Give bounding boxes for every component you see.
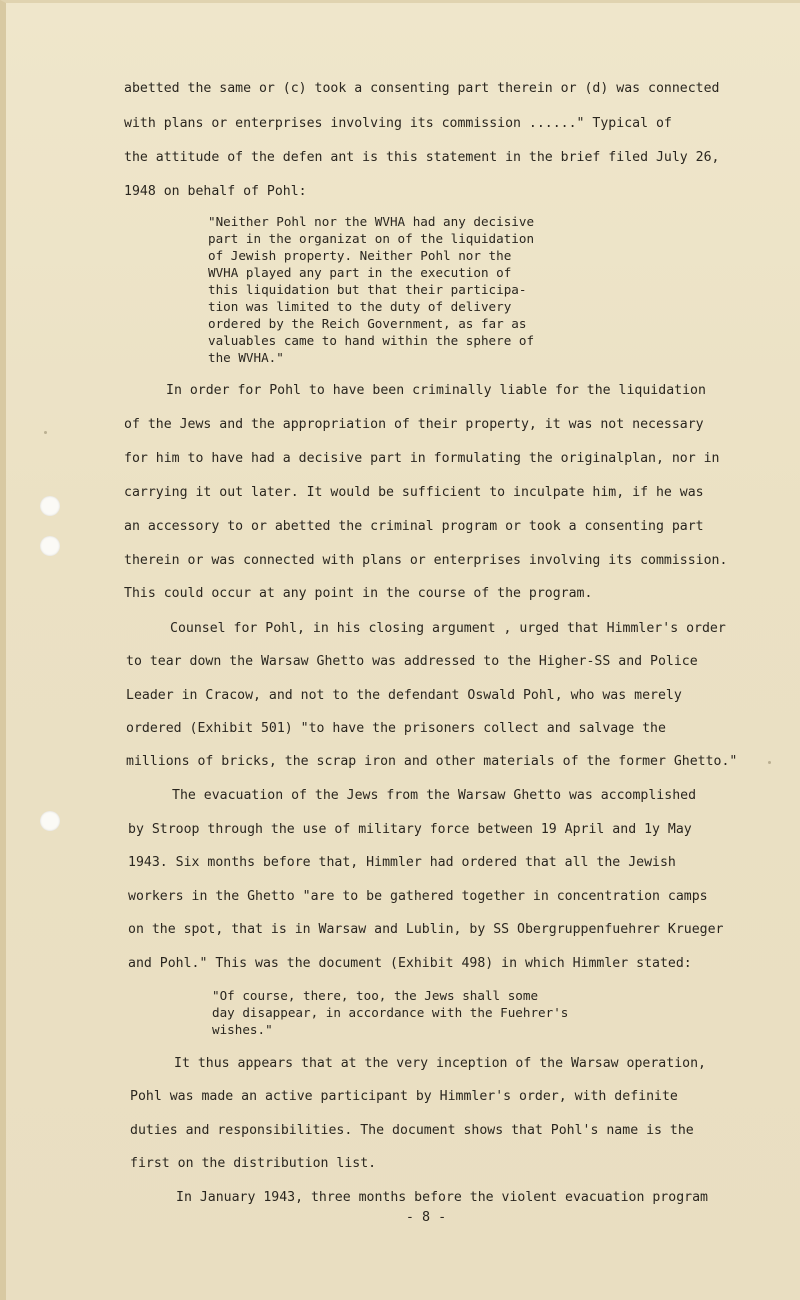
quote-line: this liquidation but that their participa- <box>208 282 527 297</box>
quote-line: part in the organizat on of the liquidation <box>208 231 535 246</box>
text-line: to tear down the Warsaw Ghetto was addressed to the Higher-SS and Police <box>126 654 698 669</box>
quote-line: "Of course, there, too, the Jews shall some <box>212 988 539 1003</box>
text-line: ordered (Exhibit 501) "to have the prisoners collect and salvage the <box>126 721 666 736</box>
text-line: abetted the same or (c) took a consenting part therein or (d) was connected <box>124 81 720 96</box>
quote-line: ordered by the Reich Government, as far as <box>208 316 527 331</box>
quote-line: tion was limited to the duty of delivery <box>208 299 512 314</box>
text-line: Counsel for Pohl, in his closing argument , urged that Himmler's order <box>170 621 726 636</box>
text-line: It thus appears that at the very inception of the Warsaw operation, <box>174 1056 706 1071</box>
text-line: first on the distribution list. <box>130 1156 377 1171</box>
quote-line: WVHA played any part in the execution of <box>208 265 512 280</box>
text-line: Pohl was made an active participant by Himmler's order, with definite <box>130 1089 678 1104</box>
punch-hole <box>40 496 60 516</box>
text-line: Leader in Cracow, and not to the defendant Oswald Pohl, who was merely <box>126 688 682 703</box>
paper-speck <box>44 431 47 434</box>
text-line: 1948 on behalf of Pohl: <box>124 184 307 199</box>
text-line: millions of bricks, the scrap iron and other materials of the former Ghetto." <box>126 754 738 769</box>
text-line: with plans or enterprises involving its commission ......" Typical of <box>124 116 672 131</box>
text-line: and Pohl." This was the document (Exhibit 498) in which Himmler stated: <box>128 956 692 971</box>
text-line: an accessory to or abetted the criminal program or took a consenting part <box>124 519 704 534</box>
quote-line: of Jewish property. Neither Pohl nor the <box>208 248 512 263</box>
text-line: for him to have had a decisive part in formulating the originalplan, nor in <box>124 451 720 466</box>
quote-line: valuables came to hand within the sphere of <box>208 333 535 348</box>
text-line: In order for Pohl to have been criminally liable for the liquidation <box>166 383 706 398</box>
paper-speck <box>768 761 771 764</box>
quote-line: the WVHA." <box>208 350 284 365</box>
text-line: 1943. Six months before that, Himmler had ordered that all the Jewish <box>128 855 676 870</box>
text-line: carrying it out later. It would be sufficient to inculpate him, if he was <box>124 485 704 500</box>
text-line: workers in the Ghetto "are to be gathered together in concentration camps <box>128 889 708 904</box>
text-line: on the spot, that is in Warsaw and Lublin, by SS Obergruppenfuehrer Krueger <box>128 922 724 937</box>
quote-line: day disappear, in accordance with the Fuehrer's <box>212 1005 569 1020</box>
text-line: therein or was connected with plans or enterprises involving its commission. <box>124 553 728 568</box>
punch-hole <box>40 811 60 831</box>
text-line: The evacuation of the Jews from the Warsaw Ghetto was accomplished <box>172 788 697 803</box>
quote-line: wishes." <box>212 1022 273 1037</box>
text-line: by Stroop through the use of military force between 19 April and 1y May <box>128 822 692 837</box>
text-line: of the Jews and the appropriation of their property, it was not necessary <box>124 417 704 432</box>
punch-hole <box>40 536 60 556</box>
text-line: This could occur at any point in the course of the program. <box>124 586 593 601</box>
text-line: the attitude of the defen ant is this statement in the brief filed July 26, <box>124 150 720 165</box>
text-line: In January 1943, three months before the violent evacuation program <box>176 1190 708 1205</box>
text-line: duties and responsibilities. The document shows that Pohl's name is the <box>130 1123 694 1138</box>
page-number: - 8 - <box>405 1210 447 1225</box>
quote-line: "Neither Pohl nor the WVHA had any decisive <box>208 214 535 229</box>
